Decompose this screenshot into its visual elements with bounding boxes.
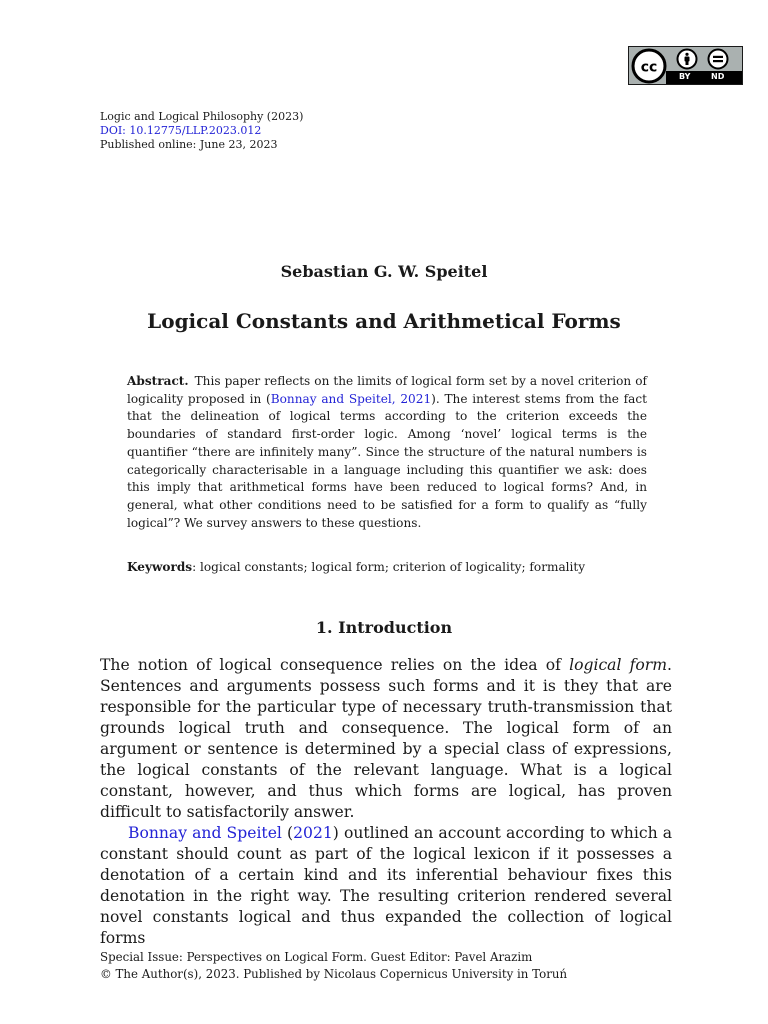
paper-title: Logical Constants and Arithmetical Forms bbox=[147, 309, 621, 333]
p2-citation-authors-link[interactable]: Bonnay and Speitel bbox=[128, 824, 282, 842]
abstract-text-part-2: ). The interest stems from the fact that the delineation of logical terms according to the criterion exceeds the boundaries of standard first-order logic. Among ‘novel’ logical terms is the quantifier “there are infinitely many”. Since the structure of the natural numbers is categorically characterisable in a language including this quantifier we ask: does this imply that arithmetical forms have been reduced to logical forms? And, in general, what other conditions need to be satisfied for a form to qualify as “fully logical”? We survey answers to these questions. bbox=[127, 391, 647, 530]
attribution-icon bbox=[678, 50, 697, 69]
keywords bbox=[127, 559, 585, 576]
special-issue-note: Special Issue: Perspectives on Logical Form. Guest Editor: Pavel Arazim bbox=[100, 950, 533, 964]
p1-text-part-1: The notion of logical consequence relies on the idea of bbox=[100, 656, 570, 674]
body-paragraph-2 bbox=[100, 823, 672, 949]
p1-emphasis: logical form bbox=[569, 656, 668, 674]
author-name: Sebastian G. W. Speitel bbox=[280, 262, 488, 281]
keywords-list: : logical constants; logical form; criterion of logicality; formality bbox=[192, 560, 586, 574]
section-heading: 1. Introduction bbox=[315, 618, 453, 637]
svg-text:cc: cc bbox=[640, 59, 658, 76]
p2-citation-year-link[interactable]: 2021 bbox=[293, 824, 333, 842]
nd-label: ND bbox=[711, 72, 725, 81]
abstract-text-part-1: This paper reflects on the limits of logical form set by a novel criterion of logicality proposed in ( bbox=[127, 374, 647, 406]
abstract bbox=[127, 373, 647, 532]
copyright-note: © The Author(s), 2023. Published by Nicolaus Copernicus University in Toruń bbox=[100, 967, 568, 981]
body-paragraph-1 bbox=[100, 655, 672, 823]
cc-by-nd-license-badge[interactable] bbox=[628, 46, 743, 85]
keywords-label: Keywords bbox=[127, 560, 193, 574]
journal-name: Logic and Logical Philosophy (2023) bbox=[100, 110, 304, 123]
by-label: BY bbox=[679, 72, 691, 81]
cc-icon bbox=[633, 50, 665, 82]
p2-paren-open: ( bbox=[281, 824, 294, 842]
published-date: Published online: June 23, 2023 bbox=[100, 138, 278, 151]
p2-text: ) outlined an account according to which a constant should count as part of the logical lexicon if it possesses a denotation of a certain kind and its inferential behaviour fixes this denotation in the right way. The resulting criterion rendered several novel constants logical and thus expanded the collection of logical forms bbox=[100, 824, 673, 947]
abstract-label: Abstract. bbox=[127, 374, 189, 388]
abstract-citation-link[interactable]: Bonnay and Speitel, 2021 bbox=[270, 391, 432, 406]
doi-link[interactable]: DOI: 10.12775/LLP.2023.012 bbox=[100, 124, 262, 137]
body-text bbox=[100, 655, 672, 949]
no-derivatives-icon bbox=[709, 50, 728, 69]
p1-text-part-2: . Sentences and arguments possess such forms and it is they that are responsible for the particular type of necessary truth-transmission that grounds logical truth and consequence. The logical form of an argument or sentence is determined by a special class of expressions, the logical constants of the relevant language. What is a logical constant, however, and thus which forms are logical, has proven difficult to satisfactorily answer. bbox=[100, 656, 672, 821]
